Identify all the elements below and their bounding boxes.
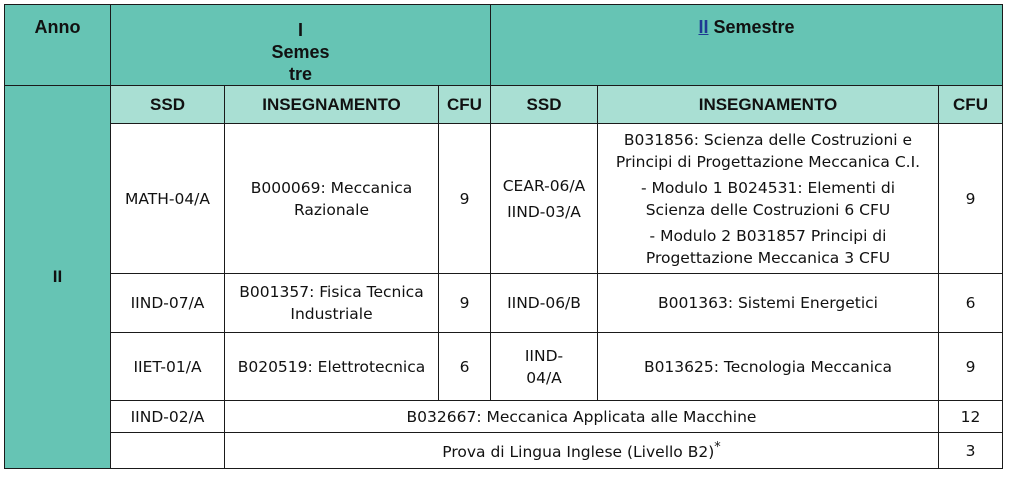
course-cell: B020519: Elettrotecnica	[225, 333, 439, 401]
course-cell: B000069: Meccanica Razionale	[225, 124, 439, 274]
cfu-cell: 9	[939, 333, 1003, 401]
ssd-cell: CEAR-06/A IIND-03/A	[491, 124, 598, 274]
cfu-cell: 9	[939, 124, 1003, 274]
table-row	[5, 433, 1003, 469]
cfu-cell: 6	[939, 274, 1003, 333]
course-cell: B031856: Scienza delle Costruzioni e Principi di Progettazione Meccanica C.I. - Modulo 1 B024531: Elementi di Scienza delle Costruzioni 6 CFU - Modulo 2 B031857 Principi di Progettazione Meccanica 3 CFU	[598, 124, 939, 274]
second-semester-roman: II	[698, 17, 709, 37]
year-cell: II	[5, 86, 111, 469]
course-cell: B013625: Tecnologia Meccanica	[598, 333, 939, 401]
table-row	[5, 333, 1003, 401]
insegnamento-header-sem1: INSEGNAMENTO	[225, 86, 439, 124]
table-row	[5, 274, 1003, 333]
ssd-cell: IIND- 04/A	[491, 333, 598, 401]
ssd-cell: IIND-07/A	[111, 274, 225, 333]
table-row	[5, 401, 1003, 433]
cfu-cell: 9	[439, 124, 491, 274]
footnote-mark: *	[714, 440, 721, 456]
cfu-cell: 9	[439, 274, 491, 333]
ssd-header-sem2: SSD	[491, 86, 598, 124]
ssd-header-sem1: SSD	[111, 86, 225, 124]
study-plan-table	[4, 4, 1003, 469]
ssd-cell-empty	[111, 433, 225, 469]
anno-header: Anno	[5, 5, 111, 86]
cfu-cell: 12	[939, 401, 1003, 433]
ssd-cell: IIET-01/A	[111, 333, 225, 401]
cfu-cell: 6	[439, 333, 491, 401]
table-row	[5, 124, 1003, 274]
second-semester-header: II Semestre	[491, 5, 1003, 86]
first-semester-header: I Semes tre	[111, 5, 491, 86]
insegnamento-header-sem2: INSEGNAMENTO	[598, 86, 939, 124]
annual-course-cell: B032667: Meccanica Applicata alle Macchine	[225, 401, 939, 433]
ssd-cell: MATH-04/A	[111, 124, 225, 274]
english-test-cell: Prova di Lingua Inglese (Livello B2)*	[225, 433, 939, 469]
ssd-cell: IIND-06/B	[491, 274, 598, 333]
ssd-cell: IIND-02/A	[111, 401, 225, 433]
cfu-cell: 3	[939, 433, 1003, 469]
cfu-header-sem1: CFU	[439, 86, 491, 124]
cfu-header-sem2: CFU	[939, 86, 1003, 124]
course-cell: B001363: Sistemi Energetici	[598, 274, 939, 333]
course-cell: B001357: Fisica Tecnica Industriale	[225, 274, 439, 333]
